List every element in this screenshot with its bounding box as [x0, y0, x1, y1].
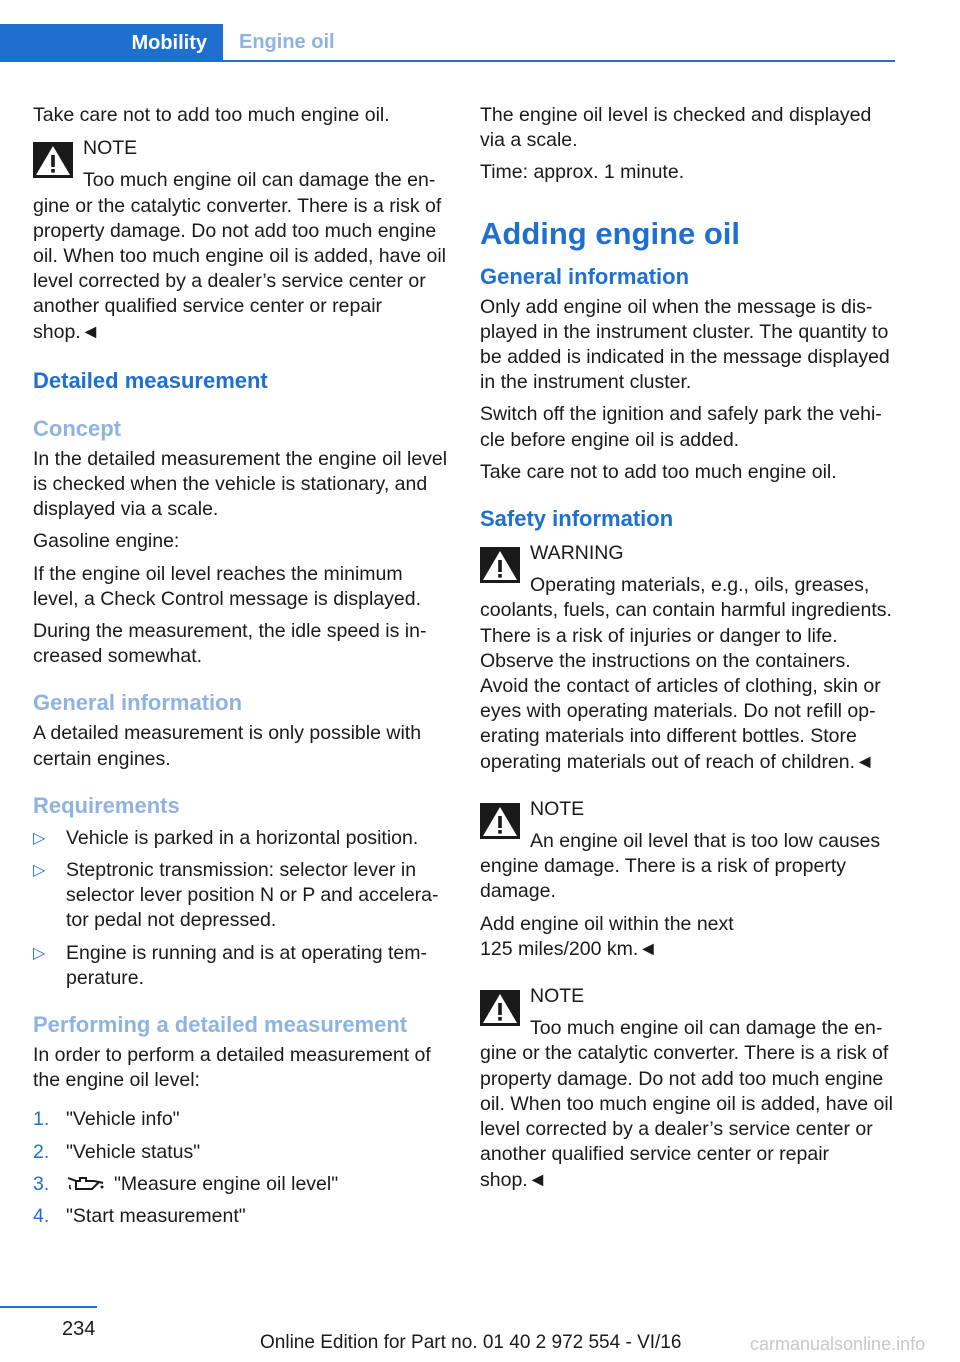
warning-triangle-icon	[480, 547, 520, 583]
oil-can-icon	[66, 1172, 104, 1194]
general-paragraph-3: Take care not to add too much engine oil.	[480, 460, 837, 483]
general-paragraph: A detailed measurement is only possible with certain engines.	[33, 722, 422, 770]
watermark-text: carmanualsonline.info	[750, 1334, 926, 1354]
list-item: ▷ Engine is running and is at operating temperature.	[33, 941, 427, 989]
triangle-bullet-icon: ▷	[33, 862, 46, 880]
list-item: 2. "Vehicle status"	[33, 1140, 201, 1163]
concept-paragraph-3: If the engine oil level reaches the minimum level, a Check Control message is displayed.	[33, 562, 422, 610]
heading-concept: Concept	[33, 415, 121, 441]
footer-rule	[0, 1306, 97, 1308]
warning-text: Operating materials, e.g., oils, greases, coolants, fuels, can contain harmful ingredients. There is a risk of injuries or danger to life. Observe the instructions on the containers. Avoid the contact of articles of clothing, skin or eyes with operating materials. Do not refill operating materials into different bottles. Store operating materials out of reach of children.◄	[480, 574, 892, 773]
warning-triangle-icon	[480, 990, 520, 1026]
steps-list	[33, 1107, 448, 1229]
triangle-bullet-icon: ▷	[33, 829, 46, 847]
list-item: 4. "Start measurement"	[33, 1205, 246, 1228]
general-paragraph-2: Switch off the ignition and safely park the vehicle before engine oil is added.	[480, 403, 882, 451]
right-column	[480, 103, 895, 1193]
heading-requirements: Requirements	[33, 792, 180, 818]
heading-adding-engine-oil: Adding engine oil	[480, 215, 741, 251]
concept-paragraph-1: In the detailed measurement the engine oil level is checked when the vehicle is stationary, and displayed via a scale.	[33, 447, 448, 521]
note-text: Too much engine oil can damage the engine or the catalytic converter. There is a risk of property damage. Do not add too much engine oil. When too much engine oil is added, have oil level corrected by a dealer’s service center or another qualified service center or repair shop.◄	[33, 169, 447, 343]
note-box-1	[33, 136, 448, 345]
performing-paragraph: In order to perform a detailed measurement of the engine oil level:	[33, 1044, 431, 1092]
note-extra-text: Add engine oil within the next 125 miles/200 km.◄	[480, 912, 734, 960]
list-item: ▷ Steptronic transmission: selector lever in selector lever position N or P and accelerator pedal not depressed.	[33, 859, 439, 932]
warning-box	[480, 541, 895, 775]
concept-paragraph-2: Gasoline engine:	[33, 530, 180, 553]
warning-triangle-icon	[480, 803, 520, 839]
intro-text: Take care not to add too much engine oil.	[33, 104, 390, 126]
note-label: NOTE	[530, 985, 585, 1008]
oil-level-paragraph: The engine oil level is checked and displayed via a scale.	[480, 104, 872, 152]
page-number: 234	[62, 1318, 96, 1340]
heading-safety-information: Safety information	[480, 506, 674, 532]
heading-general-information-right: General information	[480, 263, 690, 289]
heading-performing-measurement: Performing a detailed measurement	[33, 1012, 408, 1038]
section-tab-mobility[interactable]: Mobility	[0, 24, 223, 62]
time-paragraph: Time: approx. 1 minute.	[480, 161, 685, 184]
concept-paragraph-4: During the measurement, the idle speed is increased somewhat.	[33, 620, 427, 668]
note-text: An engine oil level that is too low causes engine damage. There is a risk of property damage.	[480, 830, 881, 903]
heading-detailed-measurement: Detailed measurement	[33, 367, 268, 393]
list-item: 3. "Measure engine oil level"	[33, 1172, 339, 1195]
section-tab-engine-oil[interactable]: Engine oil	[239, 30, 335, 53]
warning-label: WARNING	[530, 542, 624, 565]
note-text: Too much engine oil can damage the engine or the catalytic converter. There is a risk of property damage. Do not add too much engine oil. When too much engine oil is added, have oil level corrected by a dealer’s service center or another qualified service center or repair shop.◄	[480, 1017, 894, 1191]
list-item: 1. "Vehicle info"	[33, 1108, 180, 1131]
note-box-2	[480, 797, 895, 962]
triangle-bullet-icon: ▷	[33, 944, 46, 962]
edition-text: Online Edition for Part no. 01 40 2 972 554 - VI/16	[260, 1332, 682, 1353]
note-box-3	[480, 984, 895, 1193]
list-item: ▷ Vehicle is parked in a horizontal position.	[33, 826, 448, 851]
general-paragraph-1: Only add engine oil when the message is displayed in the instrument cluster. The quantity to be added is indicated in the message displayed in the instrument cluster.	[480, 295, 890, 394]
note-label: NOTE	[83, 137, 138, 160]
heading-general-information: General information	[33, 690, 243, 716]
page-header	[0, 24, 895, 62]
note-label: NOTE	[530, 797, 585, 820]
requirements-list	[33, 826, 448, 991]
left-column	[33, 103, 448, 1236]
warning-triangle-icon	[33, 142, 73, 178]
